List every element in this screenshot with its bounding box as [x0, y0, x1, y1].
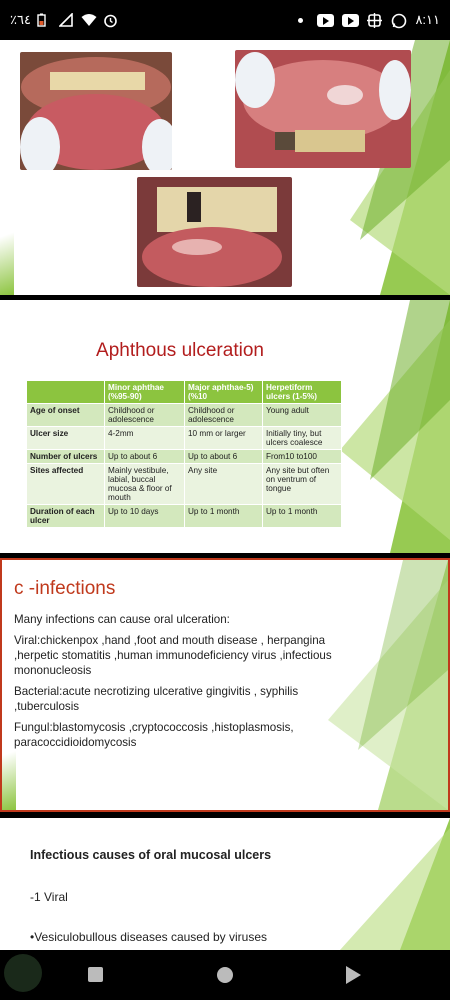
whatsapp-icon: [391, 13, 407, 27]
slide-heading: Infectious causes of oral mucosal ulcers: [30, 848, 272, 862]
status-bar: [0, 0, 450, 40]
photo-lower-lip: [20, 52, 172, 170]
table-cell: Up to 10 days: [105, 505, 185, 528]
table-cell: 4-2mm: [105, 427, 185, 450]
vpn-icon: [367, 13, 383, 27]
table-cell: Up to about 6: [185, 450, 263, 464]
table-cell: Young adult: [263, 404, 342, 427]
slide-aphthous: [0, 300, 450, 553]
recent-apps-button[interactable]: [88, 967, 103, 982]
body-line: Many infections can cause oral ulceration:: [14, 613, 230, 626]
table-header-cell: Minor aphthae (%95-90): [105, 381, 185, 404]
table-row: [27, 450, 342, 464]
table-cell: Childhood or adolescence: [185, 404, 263, 427]
photo-gingiva-ulcer: [137, 177, 292, 287]
table-cell: 10 mm or larger: [185, 427, 263, 450]
photo-buccal-mucosa: [235, 50, 411, 168]
table-cell: Number of ulcers: [27, 450, 105, 464]
notification-dot-icon: [298, 18, 303, 23]
home-button[interactable]: [217, 967, 233, 983]
navigation-bar: [0, 950, 450, 1000]
green-deco-shapes: [320, 818, 450, 950]
table-cell: Up to 1 month: [263, 505, 342, 528]
table-row: [27, 427, 342, 450]
watermark-logo-icon: [4, 954, 42, 992]
table-cell: Childhood or adolescence: [105, 404, 185, 427]
battery-text: ٪٦٤: [10, 12, 31, 27]
table-cell: Sites affected: [27, 464, 105, 505]
table-header-cell: [27, 381, 105, 404]
slide-infections: [0, 558, 450, 812]
table-cell: Any site: [185, 464, 263, 505]
status-right: [298, 12, 440, 28]
youtube-icon-2: [342, 14, 359, 27]
battery-icon: [37, 13, 53, 27]
slide-infectious-causes: [0, 818, 450, 950]
table-header-cell: Major aphthae-5) (%10: [185, 381, 263, 404]
table-cell: Any site but often on ventrum of tongue: [263, 464, 342, 505]
table-cell: Age of onset: [27, 404, 105, 427]
body-line: Fungul:blastomycosis ,cryptococcosis ,histoplasmosis, paracoccidioidomycosis: [14, 721, 294, 749]
youtube-icon: [317, 14, 334, 27]
table-row: [27, 404, 342, 427]
slide-title: c -infections: [14, 578, 116, 599]
slide-title: Aphthous ulceration: [96, 340, 264, 361]
green-deco-shapes: [318, 560, 448, 810]
wifi-icon: [81, 13, 97, 27]
table-row: [27, 464, 342, 505]
left-green-strip: [0, 210, 14, 295]
table-cell: Up to 1 month: [185, 505, 263, 528]
body-line: Viral:chickenpox ,hand ,foot and mouth disease , herpangina ,herpetic stomatitis ,human immunodeficiency virus ,infectious mononucleosis: [14, 634, 332, 677]
body-line: Bacterial:acute necrotizing ulcerative gingivitis , syphilis ,tuberculosis: [14, 685, 299, 713]
body-line: -1 Viral: [30, 890, 68, 904]
table-cell: From10 to100: [263, 450, 342, 464]
table-row: [27, 505, 342, 528]
clock-text: ٨:١١: [415, 12, 440, 27]
table-cell: Duration of each ulcer: [27, 505, 105, 528]
table-header-row: [27, 381, 342, 404]
back-button[interactable]: [346, 966, 361, 984]
table-cell: Initially tiny, but ulcers coalesce: [263, 427, 342, 450]
table-cell: Ulcer size: [27, 427, 105, 450]
status-left: [10, 12, 119, 28]
body-line: •Vesiculobullous diseases caused by viruses: [30, 930, 267, 944]
table-cell: Up to about 6: [105, 450, 185, 464]
no-sim-icon: [59, 13, 75, 27]
slide-photos: [0, 40, 450, 295]
table-cell: Mainly vestibule, labial, buccal mucosa & floor of mouth: [105, 464, 185, 505]
table-header-cell: Herpetiform ulcers (1-5%): [263, 381, 342, 404]
slide-body: [14, 612, 334, 756]
alarm-icon: [103, 13, 119, 27]
aphthae-table: [26, 380, 342, 528]
